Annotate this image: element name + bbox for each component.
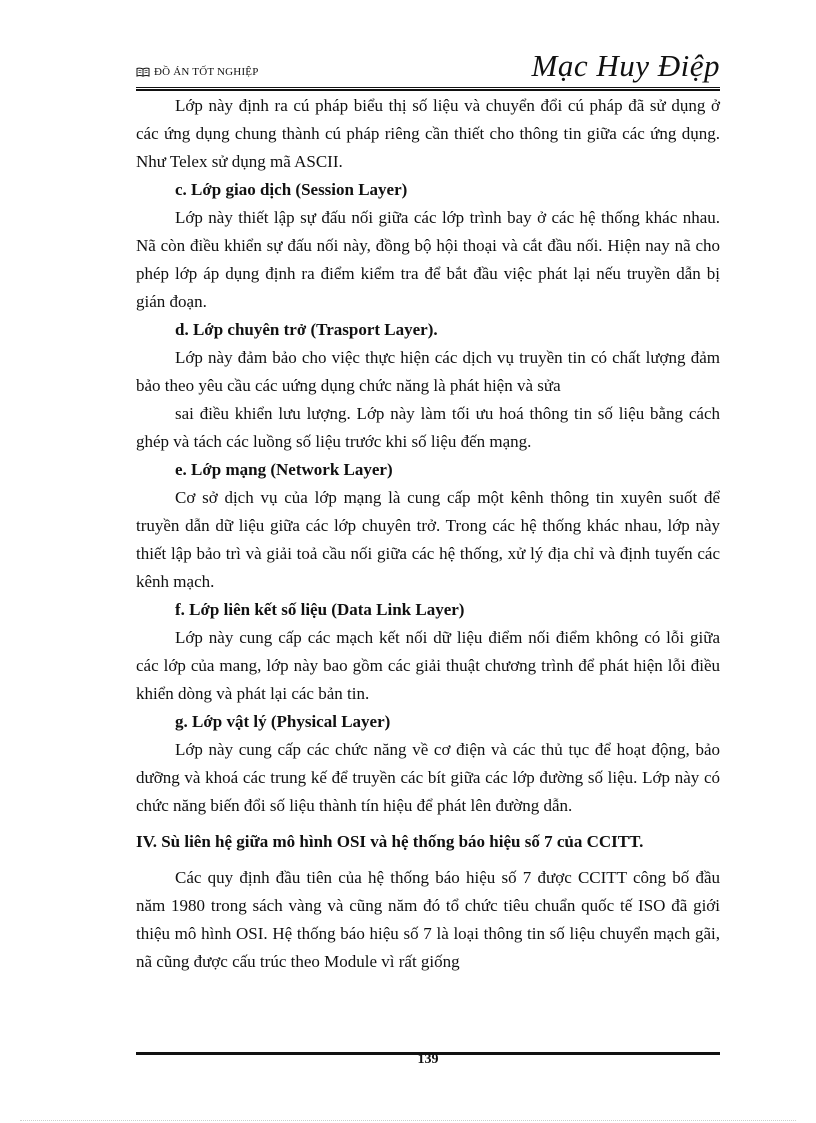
page-edge-divider [20,1120,796,1121]
subsection-heading: g. Lớp vật lý (Physical Layer) [175,712,391,731]
author-name: Mạc Huy Điệp [531,48,720,83]
paragraph: sai điều khiển lưu lượng. Lớp này làm tối ưu hoá thông tin số liệu bằng cách ghép và tách các luồng số liệu trước khi số liệu đến mạng. [136,404,720,451]
subsection-heading: f. Lớp liên kết số liệu (Data Link Layer) [175,600,465,619]
subsection-heading: e. Lớp mạng (Network Layer) [175,460,393,479]
section-heading: IV. Sù liên hệ giữa mô hình OSI và hệ thống báo hiệu số 7 của CCITT. [136,832,644,851]
document-type-label: ĐỒ ÁN TỐT NGHIỆP [154,66,259,78]
page-header [136,44,720,88]
paragraph: Cơ sở dịch vụ của lớp mạng là cung cấp một kênh thông tin xuyên suốt để truyền dẫn dữ liệu giữa các lớp chuyên trở. Trong các hệ thống khác nhau, lớp này thiết lập bảo trì và giải toả cầu nối giữa các hệ thống, xử lý địa chỉ và định tuyến các kênh mạch. [136,488,720,591]
paragraph: Lớp này thiết lập sự đấu nối giữa các lớp trình bay ở các hệ thống khác nhau. Nã còn điều khiển sự đấu nối này, đồng bộ hội thoại và cắt đầu nối. Hiện nay nã cho phép lớp áp dụng định ra điểm kiểm tra để bắt đầu việc phát lại nếu truyền dẫn bị gián đoạn. [136,208,720,311]
paragraph: Lớp này đảm bảo cho việc thực hiện các dịch vụ truyền tin có chất lượng đảm bảo theo yêu cầu các uứng dụng chức năng là phát hiện và sửa [136,348,720,395]
page-content [136,92,720,976]
subsection-heading: d. Lớp chuyên trở (Trasport Layer). [175,320,438,339]
page-number: 139 [417,1052,439,1067]
header-rule [136,87,720,91]
subsection-heading: c. Lớp giao dịch (Session Layer) [175,180,408,199]
paragraph: Các quy định đầu tiên của hệ thống báo hiệu số 7 được CCITT công bố đầu năm 1980 trong sách vàng và cũng năm đó tổ chức tiêu chuẩn quốc tế ISO đã giới thiệu mô hình OSI. Hệ thống báo hiệu số 7 là loại thông tin số liệu chuyển mạch gãi, nã cũng được cấu trúc theo Module vì rất giống [136,868,720,971]
paragraph: Lớp này định ra cú pháp biểu thị số liệu và chuyển đổi cú pháp đã sử dụng ở các ứng dụng chung thành cú pháp riêng cần thiết cho thông tin giữa các ứng dụng. Như Telex sử dụng mã ASCII. [136,96,720,171]
header-left [136,66,259,78]
paragraph: Lớp này cung cấp các chức năng về cơ điện và các thủ tục để hoạt động, bảo dưỡng và khoá các trung kế để truyền các bít giữa các lớp đường số liệu. Lớp này có chức năng biến đổi số liệu thành tín hiệu để phát lên đường dẫn. [136,740,720,815]
paragraph: Lớp này cung cấp các mạch kết nối dữ liệu điểm nối điểm không có lỗi giữa các lớp của mang, lớp này bao gồm các giải thuật chương trình để phát hiện lỗi điều khiển dòng và phát lại các bản tin. [136,628,720,703]
book-icon [136,67,150,77]
